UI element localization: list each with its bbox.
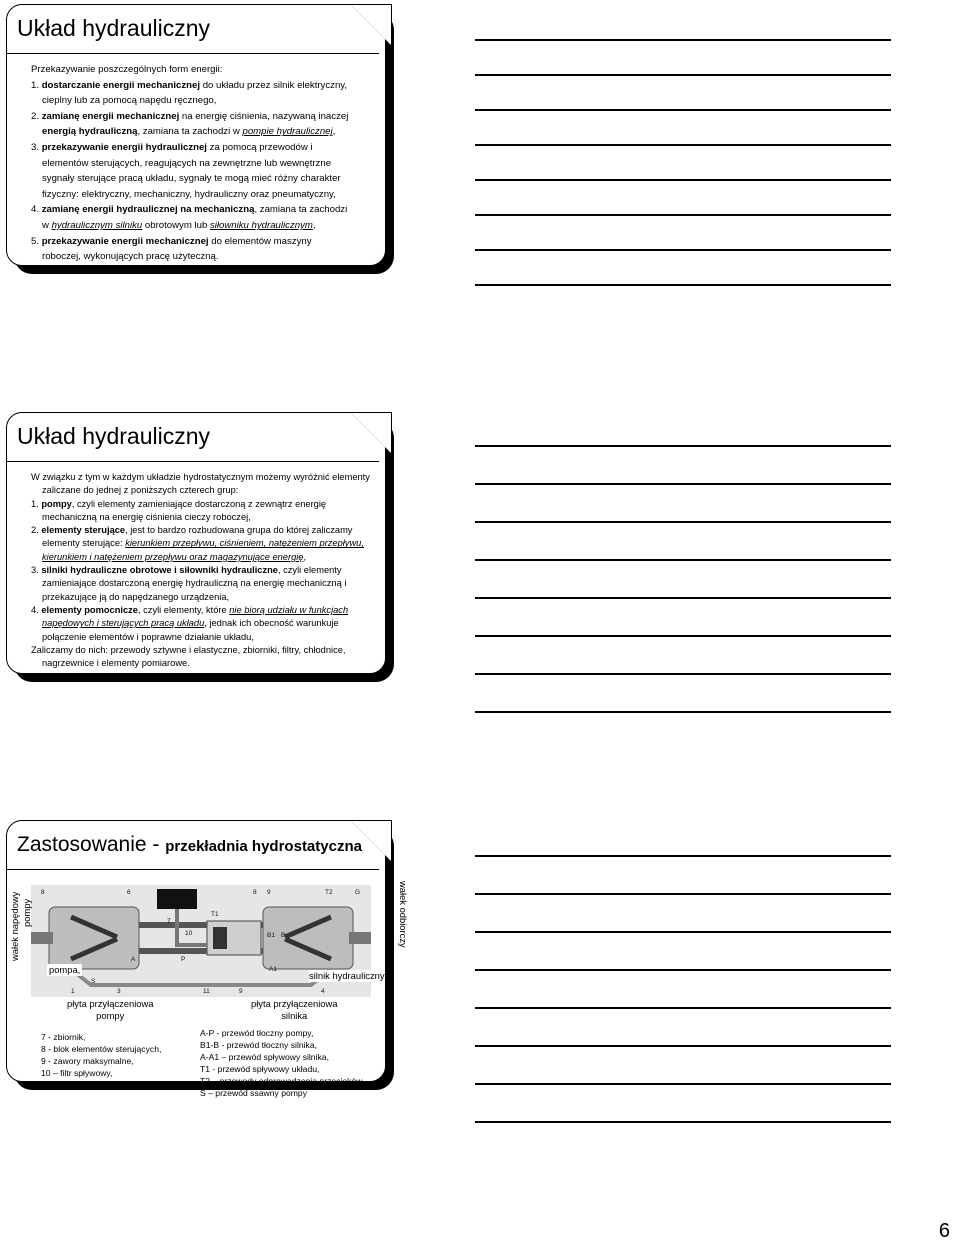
diagram-mark: S — [91, 978, 96, 985]
diagram-mark: G — [355, 889, 361, 896]
slide-title: Zastosowanie - przekładnia hydrostatyczna — [17, 833, 362, 856]
legend-right: A-P - przewód tłoczny pompy, B1-B - przewód tłoczny silnika, A-A1 – przewód spływowy silnika, T1 - przewód spływowy układu, T2 – przewody odprowadzenia przecieków, S – przewód ssawny pompy — [200, 1028, 365, 1098]
note-line — [475, 521, 891, 523]
label-plyta-silnika: płyta przyłączeniowa silnika — [251, 998, 338, 1021]
list-item: 4. zamianę energii hydraulicznej na mechaniczną, zamiana ta zachodzi — [31, 204, 348, 216]
list-item-continuation: energią hydrauliczną, zamiana ta zachodzi w pompie hydraulicznej, — [42, 126, 336, 138]
diagram-mark: 6 — [127, 889, 131, 896]
list-item-continuation: mechaniczną na energię ciśnienia cieczy roboczej, — [42, 511, 251, 522]
diagram-mark: T1 — [211, 911, 219, 918]
list-item-continuation: elementów sterujących, reagujących na zewnętrzne lub wewnętrzne — [42, 157, 332, 169]
note-line — [475, 1007, 891, 1009]
note-line — [475, 597, 891, 599]
label-silnika: silnika — [384, 907, 395, 934]
note-line — [475, 445, 891, 447]
folded-corner-inner — [351, 821, 391, 861]
note-line — [475, 39, 891, 41]
list-item: 1. pompy, czyli elementy zamieniające dostarczoną z zewnątrz energię — [31, 498, 327, 509]
diagram-mark: B — [281, 932, 286, 939]
folded-corner-inner — [351, 413, 391, 453]
label-walek-odbiorczy: wałek odbiorczy — [398, 881, 409, 948]
label-plyta-pompy: płyta przyłączeniowa pompy — [67, 998, 154, 1021]
list-item-continuation: elementy sterujące: kierunkiem przepływu, ciśnieniem, natężeniem przepływu, — [42, 538, 364, 549]
slide-title: Układ hydrauliczny — [17, 423, 211, 449]
list-item: 3. silniki hydrauliczne obrotowe i siłowniki hydrauliczne, czyli elementy — [31, 565, 342, 576]
legend-left: 7 - zbiornik, 8 - blok elementów sterujących, 9 - zawory maksymalne, 10 – filtr spływowy, 11 - rozdzielacz, — [41, 1032, 162, 1090]
note-line — [475, 855, 891, 857]
intro-text: zaliczane do jednej z poniższych czterech grup: — [42, 485, 239, 496]
diagram-mark: 4 — [321, 988, 325, 995]
note-line — [475, 109, 891, 111]
diagram-mark: 9 — [267, 889, 271, 896]
note-line — [475, 893, 891, 895]
outro-text: nagrzewnice i elementy pomiarowe. — [42, 658, 190, 669]
note-line — [475, 559, 891, 561]
diagram-mark: 3 — [117, 988, 121, 995]
label-pompy: pompy — [21, 898, 32, 927]
note-line — [475, 673, 891, 675]
diagram-mark: T2 — [325, 889, 333, 896]
slide-body — [31, 62, 371, 265]
list-item-continuation: fizyczny: elektryczny, mechaniczny, hydrauliczny oraz pneumatyczny, — [42, 188, 336, 200]
label-pompa: pompa, — [49, 964, 81, 975]
diagram-mark: A1 — [269, 966, 277, 973]
list-item: 1. dostarczanie energii mechanicznej do układu przez silnik elektryczny, — [31, 79, 348, 91]
list-item: 2. elementy sterujące, jest to bardzo rozbudowana grupa do której zaliczamy — [31, 525, 353, 536]
note-line — [475, 931, 891, 933]
list-item-continuation: połączenie elementów i poprawne działanie układu, — [42, 631, 254, 642]
title-divider — [7, 53, 379, 54]
note-line — [475, 635, 891, 637]
list-item-continuation: kierunkiem i natężeniem przepływu oraz magazynujące energię, — [42, 551, 307, 562]
list-item: 5. przekazywanie energii mechanicznej do elementów maszyny — [31, 235, 312, 247]
title-divider — [7, 461, 379, 462]
slide-face — [6, 820, 409, 1098]
note-line — [475, 1083, 891, 1085]
list-item: 3. przekazywanie energii hydraulicznej za pomocą przewodów i — [31, 141, 313, 153]
slide-title: Układ hydrauliczny — [17, 15, 211, 41]
slide-2 — [6, 412, 392, 680]
slide-3 — [6, 820, 409, 1098]
diagram-mark: 10 — [185, 930, 193, 937]
note-line — [475, 144, 891, 146]
list-item-continuation: zamieniające dostarczoną energię hydrauliczną na energię mechaniczną i — [42, 578, 347, 589]
label-walek-napedowy: wałek napędowy — [9, 891, 20, 961]
folded-corner-inner — [351, 5, 391, 45]
list-item-continuation: przekazujące ją do napędzanego urządzenia, — [42, 591, 230, 602]
note-line — [475, 74, 891, 76]
note-line — [475, 284, 891, 286]
list-item-continuation: roboczej, wykonujących pracę użyteczną. — [42, 251, 219, 263]
label-silnik-hydrauliczny: silnik hydrauliczny — [309, 970, 385, 981]
slide-face — [6, 4, 386, 266]
list-item-continuation: w hydraulicznym silniku obrotowym lub siłowniku hydraulicznym, — [42, 219, 316, 231]
diagram-mark: B1 — [267, 932, 275, 939]
note-line — [475, 249, 891, 251]
title-divider — [7, 869, 379, 870]
note-line — [475, 483, 891, 485]
intro-text: W związku z tym w każdym układzie hydrostatycznym możemy wyróżnić elementy — [31, 472, 370, 482]
list-item-continuation: sygnały sterujące pracą układu, sygnały te mogą mieć różny charakter — [42, 173, 341, 185]
outro-text: Zaliczamy do nich: przewody sztywne i elastyczne, zbiorniki, filtry, chłodnice, — [31, 644, 346, 655]
list-item: 2. zamianę energii mechanicznej na energię ciśnienia, nazywaną inaczej — [31, 110, 349, 122]
slide-face — [6, 412, 386, 674]
list-item-continuation: napędowych i sterujących pracą układu, jednak ich obecność warunkuje — [42, 618, 339, 629]
page-number: 6 — [938, 1220, 950, 1242]
note-line — [475, 214, 891, 216]
diagram-mark: 8 — [41, 889, 45, 896]
diagram-mark: A — [131, 956, 136, 963]
intro-text: Przekazywanie poszczególnych form energii: — [31, 64, 223, 75]
list-item: 4. elementy pomocnicze, czyli elementy, które nie biorą udziału w funkcjach — [31, 604, 349, 615]
diagram-mark: 8 — [253, 889, 257, 896]
note-line — [475, 1045, 891, 1047]
slide-1 — [6, 4, 392, 272]
diagram-mark: P — [181, 956, 186, 963]
diagram-mark: 1 — [71, 988, 75, 995]
note-line — [475, 711, 891, 713]
diagram-mark: 11 — [203, 988, 210, 995]
diagram-mark: 9 — [239, 988, 243, 995]
note-line — [475, 969, 891, 971]
list-item-continuation: cieplny lub za pomocą napędu ręcznego, — [42, 95, 217, 107]
slide-body — [31, 471, 381, 670]
note-line — [475, 1121, 891, 1123]
diagram-mark: 7 — [167, 918, 171, 925]
note-line — [475, 179, 891, 181]
